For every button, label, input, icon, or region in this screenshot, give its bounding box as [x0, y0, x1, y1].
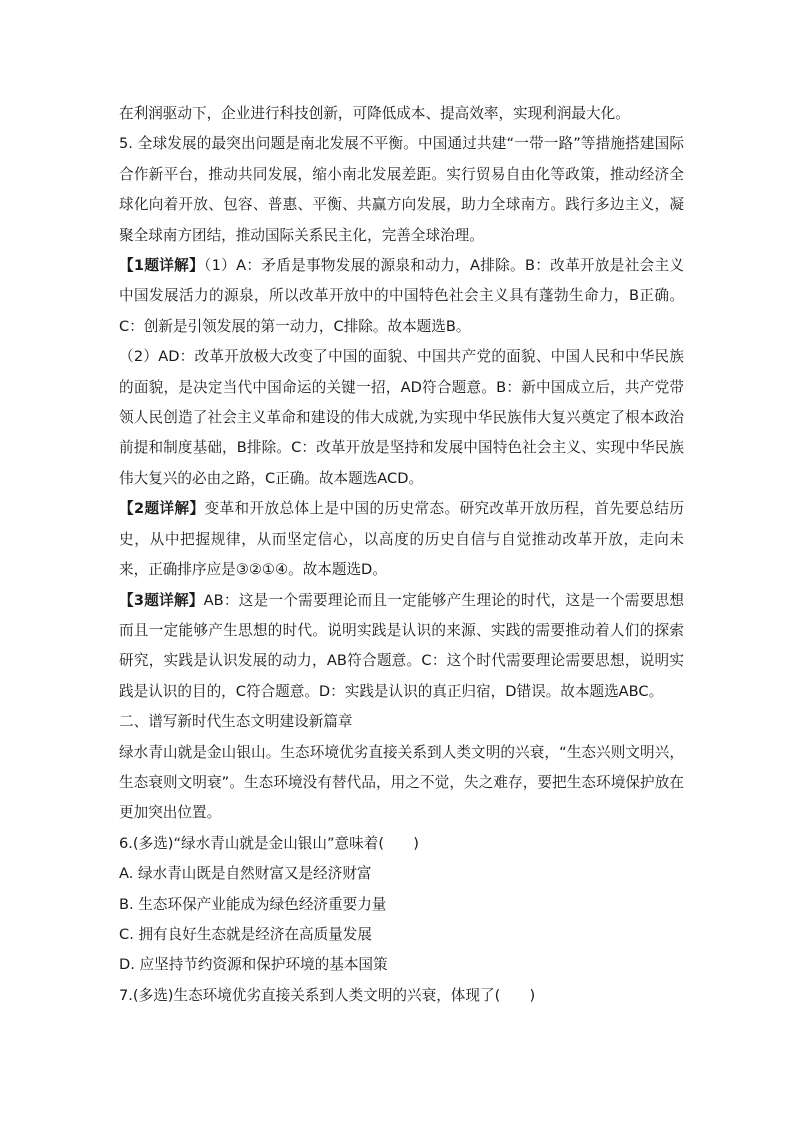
paragraph-text: 变革和开放总体上是中国的历史常态。研究改革开放历程，首先要总结历史，从中把握规律，从而坚定信心，以高度的历史自信与自觉推动改革开放，走向未来，正确排序应是③②①④。故本题选D。	[119, 500, 684, 579]
explanation-heading: 【2题详解】	[119, 500, 205, 518]
paragraph-answer-5	[119, 129, 684, 251]
paragraph-explanation-3	[119, 586, 684, 708]
option-text: C. 拥有良好生态就是经济在高质量发展	[119, 925, 372, 943]
option-text: A. 绿水青山既是自然财富又是经济财富	[119, 865, 372, 883]
paragraph-text: （1）A：矛盾是事物发展的源泉和动力，A排除。B：改革开放是社会主义中国发展活力的源泉，所以改革开放中的中国特色社会主义具有蓬勃生命力，B正确。C：创新是引领发展的第一动力，C排除。故本题选B。	[119, 257, 684, 335]
question-6	[119, 829, 684, 859]
paragraph-text: 5. 全球发展的最突出问题是南北发展不平衡。中国通过共建“一带一路”等措施搭建国际合作新平台，推动共同发展，缩小南北发展差距。实行贸易自由化等政策，推动经济全球化向着开放、包容、普惠、平衡、共赢方向发展，助力全球南方。践行多边主义，凝聚全球南方团结，推动国际关系民主化，完善全球治理。	[119, 135, 684, 244]
section-heading-text: 二、谱写新时代生态文明建设新篇章	[119, 713, 353, 731]
explanation-heading: 【1题详解】	[119, 257, 204, 275]
paragraph-text: AB：这是一个需要理论而且一定能够产生理论的时代，这是一个需要思想而且一定能够产生思想的时代。说明实践是认识的来源、实践的需要推动着人们的探索研究，实践是认识发展的动力，AB符合题意。C：这个时代需要理论需要思想，说明实践是认识的目的，C符合题意。D：实践是认识的真正归宿，D错误。故本题选ABC。	[119, 591, 685, 700]
question-6-option-b	[119, 890, 684, 920]
paragraph-explanation-1	[119, 251, 684, 342]
paragraph-text: 绿水青山就是金山银山。生态环境优劣直接关系到人类文明的兴衰，“生态兴则文明兴，生态衰则文明衰”。生态环境没有替代品，用之不觉，失之难存，要把生态环境保护放在更加突出位置。	[119, 743, 684, 822]
paragraph-profit-driven	[119, 99, 684, 129]
question-text: 7.(多选)生态环境优劣直接关系到人类文明的兴衰，体现了( )	[119, 986, 536, 1004]
question-6-option-a	[119, 859, 684, 889]
section-heading	[119, 707, 684, 737]
question-text: 6.(多选)“绿水青山就是金山银山”意味着( )	[119, 834, 419, 852]
paragraph-text: （2）AD：改革开放极大改变了中国的面貌、中国共产党的面貌、中国人民和中华民族的面貌，是决定当代中国命运的关键一招，AD符合题意。B：新中国成立后，共产党带领人民创造了社会主义革命和建设的伟大成就,为实现中华民族伟大复兴奠定了根本政治前提和制度基础，B排除。C：改革开放是坚持和发展中国特色社会主义、实现中华民族伟大复兴的必由之路，C正确。故本题选ACD。	[119, 348, 684, 487]
paragraph-explanation-1-part-2	[119, 342, 684, 494]
question-6-option-c	[119, 920, 684, 950]
option-text: B. 生态环保产业能成为绿色经济重要力量	[119, 895, 387, 913]
question-7	[119, 981, 684, 1011]
document-page	[119, 99, 684, 1011]
paragraph-explanation-2	[119, 494, 684, 585]
option-text: D. 应坚持节约资源和保护环境的基本国策	[119, 956, 388, 974]
paragraph-text: 在利润驱动下，企业进行科技创新，可降低成本、提高效率，实现利润最大化。	[119, 105, 630, 122]
explanation-heading: 【3题详解】	[119, 591, 204, 609]
question-6-option-d	[119, 950, 684, 980]
paragraph-intro	[119, 738, 684, 829]
